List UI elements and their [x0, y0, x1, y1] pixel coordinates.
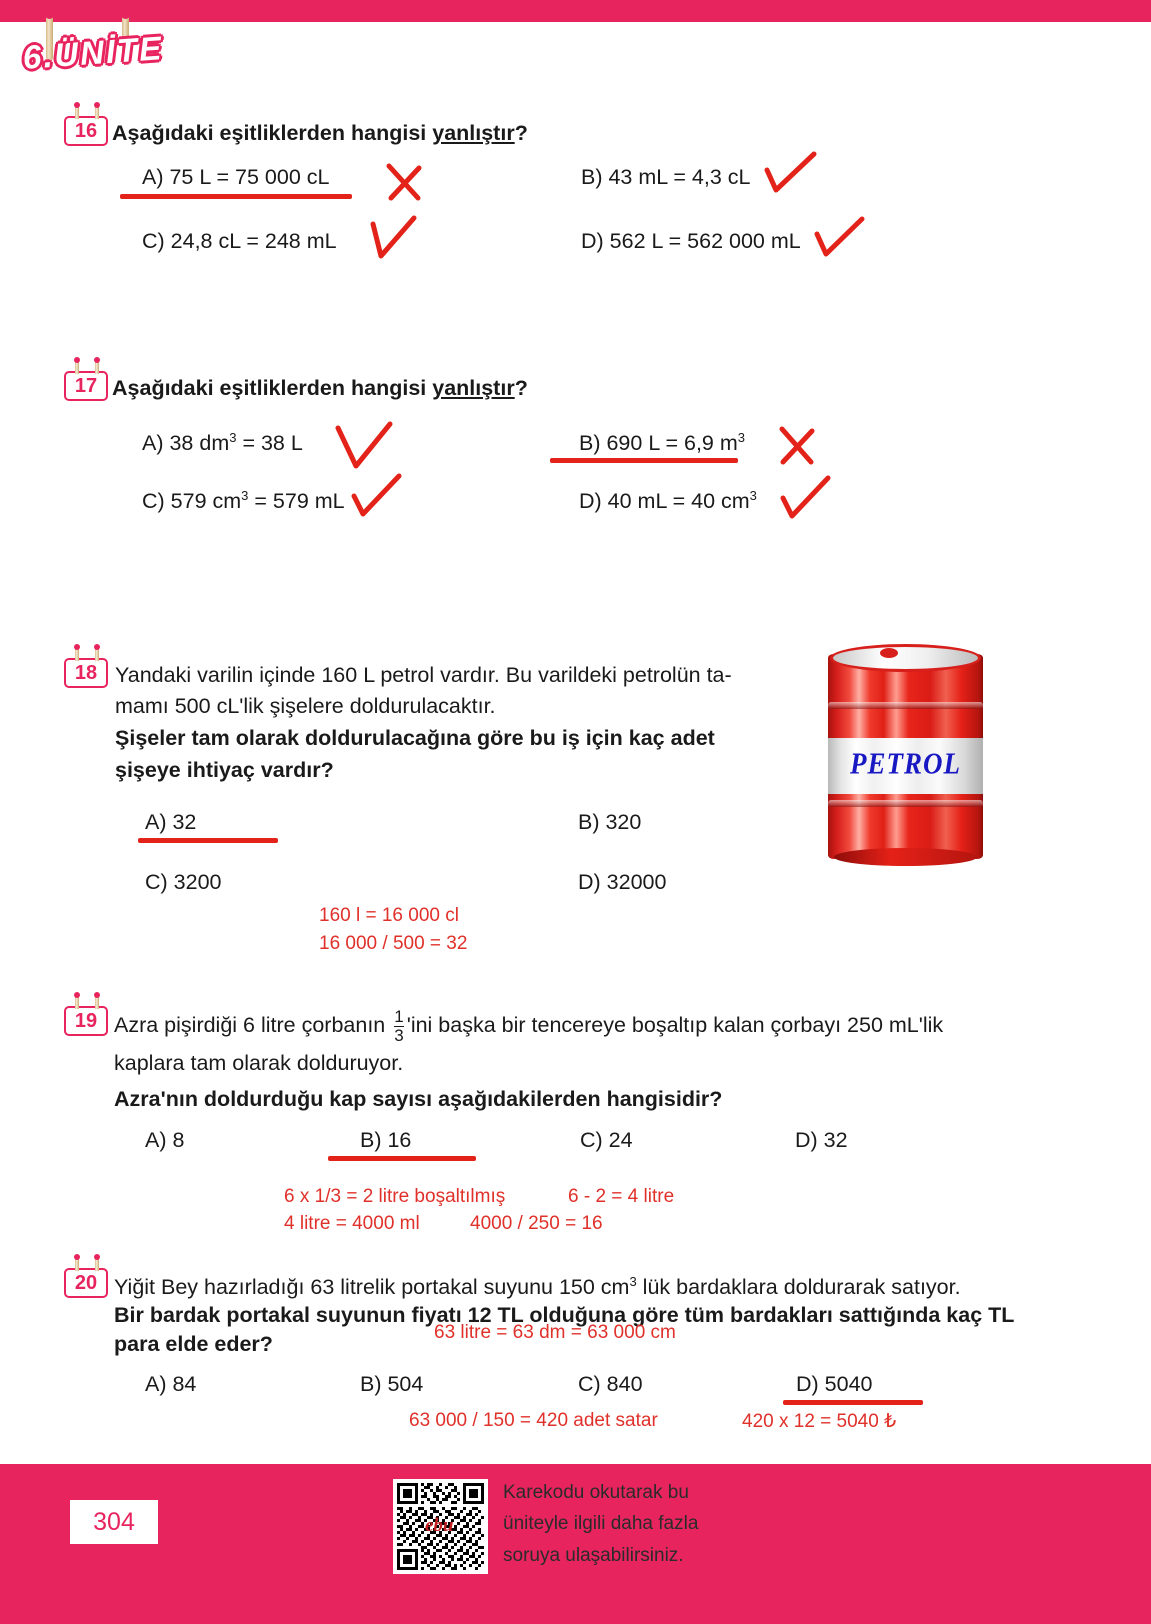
prompt-underlined: yanlıştır — [432, 376, 515, 400]
q19-note-2: 6 - 2 = 4 litre — [568, 1186, 675, 1207]
clip-icon — [95, 994, 99, 1009]
q20-option-a[interactable]: A) 84 — [145, 1372, 197, 1396]
q20-option-b[interactable]: B) 504 — [360, 1372, 424, 1396]
opt-text: D) 40 mL = 40 cm — [579, 489, 750, 514]
q19-option-d[interactable]: D) 32 — [795, 1128, 848, 1152]
q19-option-a[interactable]: A) 8 — [145, 1128, 185, 1152]
q18-option-b[interactable]: B) 320 — [578, 810, 642, 834]
clip-icon — [95, 646, 99, 661]
q20-line1-a: Yiğit Bey hazırladığı 63 litrelik portakal suyunu 150 cm — [114, 1275, 630, 1299]
prompt-pre: Aşağıdaki eşitliklerden hangisi — [112, 376, 433, 400]
opt-text: C) 579 cm — [142, 489, 242, 514]
q20-option-c[interactable]: C) 840 — [578, 1372, 643, 1396]
q17-option-a[interactable] — [142, 430, 303, 456]
q19-line1-b: 'ini başka bir tencereye boşaltıp kalan çorbayı 250 mL'lik — [406, 1013, 944, 1038]
qr-instructions-line3: soruya ulaşabilirsiniz. — [503, 1544, 684, 1566]
unit-label: 6.ÜNİTE — [21, 29, 165, 76]
question-19-line1 — [114, 1008, 943, 1045]
q17-option-c[interactable] — [142, 488, 345, 514]
q19-line1-a: Azra pişirdiği 6 litre çorbanın — [114, 1013, 386, 1038]
barrel-rib — [828, 800, 983, 807]
barrel-bottom — [834, 848, 977, 866]
q20-line1-b: lük bardaklara doldurarak satıyor. — [636, 1275, 961, 1299]
question-number-label: 19 — [74, 1010, 98, 1032]
question-number-label: 16 — [74, 120, 98, 142]
q18-note-2: 16 000 / 500 = 32 — [319, 933, 468, 954]
clip-icon — [75, 104, 79, 119]
question-number-20 — [64, 1268, 108, 1298]
question-number-label: 20 — [74, 1272, 98, 1294]
q20-note-2: 63 000 / 150 = 420 adet satar — [409, 1410, 658, 1431]
question-19-line2: kaplara tam olarak dolduruyor. — [114, 1051, 404, 1075]
question-18-bold2: şişeye ihtiyaç vardır? — [115, 758, 334, 782]
q18-option-a[interactable]: A) 32 — [145, 810, 197, 834]
question-18-line1: Yandaki varilin içinde 160 L petrol vardır. Bu varildeki petrolün ta- — [115, 663, 732, 687]
q16-option-c[interactable]: C) 24,8 cL = 248 mL — [142, 229, 337, 253]
q16-option-a-underline — [120, 194, 352, 199]
prompt-pre: Aşağıdaki eşitliklerden hangisi — [112, 121, 433, 145]
q18-option-c[interactable]: C) 3200 — [145, 870, 222, 894]
fraction-one-third — [394, 1008, 403, 1045]
opt-tail: = 38 L — [236, 431, 303, 456]
q20-option-d-underline — [783, 1400, 923, 1405]
clip-icon — [75, 359, 79, 374]
prompt-underlined: yanlıştır — [432, 121, 515, 145]
q20-note-1: 63 litre = 63 dm = 63 000 cm — [434, 1322, 676, 1343]
q17-option-d-check-icon — [778, 474, 838, 527]
opt-tail: = 579 mL — [248, 489, 345, 514]
q17-option-b-cross-icon — [775, 424, 819, 473]
question-number-label: 18 — [74, 662, 98, 684]
q19-note-3: 4 litre = 4000 ml — [284, 1213, 420, 1234]
question-17-prompt — [112, 373, 528, 404]
question-number-19 — [64, 1006, 108, 1036]
top-brand-band — [0, 0, 1151, 22]
q17-option-a-check-icon — [332, 420, 402, 477]
question-18-line2: mamı 500 cL'lik şişelere doldurulacaktır. — [115, 694, 496, 718]
prompt-post: ? — [514, 376, 528, 400]
barrel-petrol-label: PETROL — [850, 745, 961, 781]
opt-sup: 3 — [749, 488, 757, 503]
q20-line1-sup: 3 — [629, 1273, 637, 1289]
question-number-label: 17 — [74, 375, 98, 397]
opt-sup: 3 — [241, 488, 249, 503]
clip-icon — [75, 994, 79, 1009]
q16-option-b[interactable]: B) 43 mL = 4,3 cL — [581, 165, 751, 189]
q18-note-1: 160 l = 16 000 cl — [319, 905, 459, 926]
q16-option-c-check-icon — [368, 212, 424, 267]
ebu-logo: ebu — [425, 1515, 454, 1536]
qr-instructions-line1: Karekodu okutarak bu — [503, 1482, 689, 1503]
barrel-rib — [828, 702, 983, 709]
clip-icon — [95, 1256, 99, 1271]
q16-option-d[interactable]: D) 562 L = 562 000 mL — [581, 229, 801, 253]
question-number-16 — [64, 116, 108, 146]
barrel-top — [830, 644, 981, 672]
q20-option-d[interactable]: D) 5040 — [796, 1372, 873, 1396]
question-16-prompt — [112, 118, 528, 149]
q17-option-b[interactable] — [579, 430, 745, 456]
fraction-denominator: 3 — [394, 1026, 404, 1046]
q19-option-b-underline — [328, 1156, 476, 1161]
q18-option-a-underline — [138, 838, 278, 843]
clip-icon — [75, 1256, 79, 1271]
barrel-cap-icon — [880, 648, 898, 658]
unit-badge — [18, 14, 168, 94]
opt-sup: 3 — [737, 430, 745, 445]
prompt-post: ? — [514, 121, 528, 145]
q20-note-3: 420 x 12 = 5040 ₺ — [742, 1411, 897, 1432]
question-number-17 — [64, 371, 108, 401]
q19-option-b[interactable]: B) 16 — [360, 1128, 412, 1152]
q19-note-4: 4000 / 250 = 16 — [470, 1213, 603, 1234]
q16-option-d-check-icon — [812, 214, 872, 267]
question-19-bold1: Azra'nın doldurduğu kap sayısı aşağıdakilerden hangisidir? — [114, 1087, 723, 1111]
question-number-18 — [64, 658, 108, 688]
clip-icon — [95, 104, 99, 119]
page-number: 304 — [70, 1500, 158, 1544]
clip-icon — [95, 359, 99, 374]
q17-option-b-underline — [550, 458, 738, 463]
q17-option-d[interactable] — [579, 488, 757, 514]
q19-note-1: 6 x 1/3 = 2 litre boşaltılmış — [284, 1186, 506, 1207]
q19-option-c[interactable]: C) 24 — [580, 1128, 633, 1152]
q16-option-a[interactable]: A) 75 L = 75 000 cL — [142, 165, 330, 189]
opt-text: A) 38 dm — [142, 431, 230, 456]
opt-sup: 3 — [229, 430, 237, 445]
question-20-bold2: para elde eder? — [114, 1332, 273, 1356]
question-18-bold1: Şişeler tam olarak doldurulacağına göre bu iş için kaç adet — [115, 726, 715, 750]
opt-text: B) 690 L = 6,9 m — [579, 431, 738, 456]
petrol-barrel-image — [828, 640, 983, 870]
fraction-numerator: 1 — [394, 1007, 404, 1026]
q16-option-b-check-icon — [762, 148, 822, 203]
qr-instructions — [503, 1477, 763, 1571]
q16-option-a-cross-icon — [382, 160, 426, 209]
qr-code[interactable] — [393, 1479, 488, 1574]
qr-instructions-line2: üniteyle ilgili daha fazla — [503, 1513, 699, 1535]
question-20-bold1: Bir bardak portakal suyunun fiyatı 12 TL olduğuna göre tüm bardakları sattığında kaç TL — [114, 1303, 1015, 1327]
q18-option-d[interactable]: D) 32000 — [578, 870, 667, 894]
q17-option-c-check-icon — [349, 472, 409, 525]
clip-icon — [75, 646, 79, 661]
question-20-line1 — [114, 1272, 961, 1303]
